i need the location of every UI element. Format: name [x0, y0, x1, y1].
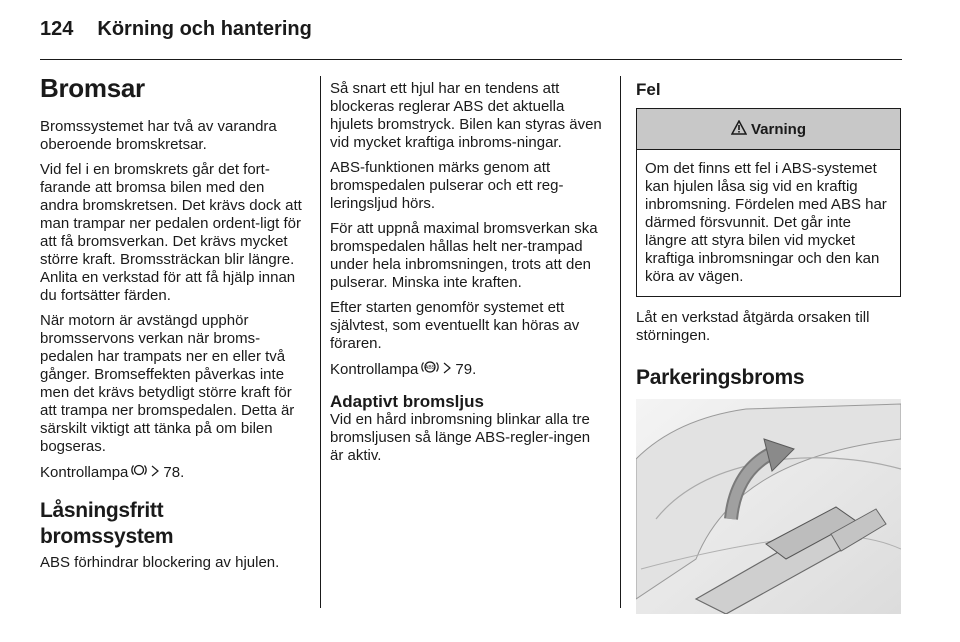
abs-intro: ABS förhindrar blockering av hjulen.: [40, 554, 280, 571]
adaptive-brake-light-heading: Adaptivt bromsljus: [330, 392, 484, 411]
column-divider-1: [320, 76, 321, 608]
brakes-paragraph-2: Vid fel i en bromskrets går det fort-farande att bromsa bilen med den andra bromskretsen. Det krävs dock att man trampar ner pedalen ordent-ligt för att få bromsverkan. Det krävs mycket större kraft. Bromssträckan blir längre. Anlita en verkstad för att få hjälp innan du fortsätter färden.: [40, 161, 302, 304]
abs-paragraph-1: Så snart ett hjul har en tendens att blockeras reglerar ABS det aktuella hjulets bromstryck. Bilen kan styras även vid mycket kraftiga inbroms-ningar.: [330, 80, 602, 151]
abs-paragraph-4: Efter starten genomför systemet ett självtest, som eventuellt kan höras av föraren.: [330, 299, 580, 352]
control-lamp-label: Kontrollampa: [40, 463, 129, 481]
warning-triangle-icon: [731, 120, 747, 139]
section-title: Körning och hantering: [97, 18, 312, 40]
brakes-paragraph-1: Bromssystemet har två av varandra oberoende bromskretsar.: [40, 118, 277, 153]
parking-brake-illustration: [636, 399, 901, 614]
brakes-paragraph-3: När motorn är avstängd upphör bromsservons verkan när broms-pedalen har trampats ner en eller två gånger. Bromseffekten påverkas inte men det krävs betydligt större kraft för att trampa ner bromspedalen. Detta är särskilt viktigt att tänka på om bilen bogseras.: [40, 312, 295, 455]
column-3: [636, 80, 901, 614]
abs-heading: Låsningsfritt bromssystem: [40, 499, 174, 548]
page-ref-arrow-icon: [150, 464, 160, 482]
control-lamp-label: Kontrollampa: [330, 360, 419, 378]
page-ref-arrow-icon: [442, 361, 452, 379]
warning-header: [637, 109, 900, 150]
fault-after-text: Låt en verkstad åtgärda orsaken till störningen.: [636, 309, 870, 344]
abs-control-lamp-ref: [330, 360, 602, 379]
column-1: [40, 72, 302, 579]
parking-brake-heading: Parkeringsbroms: [636, 366, 805, 389]
warning-text: Om det finns ett fel i ABS-systemet kan hjulen låsa sig vid en kraftig inbromsning. Fördelen med ABS har därmed försvunnit. Det går inte längre att styra bilen vid mycket kraftiga inbromsningar och den kan köra av vägen.: [645, 160, 887, 285]
page-ref[interactable]: 78.: [163, 463, 185, 481]
header-divider: [40, 59, 902, 60]
fault-heading: Fel: [636, 80, 661, 99]
warning-heading: Varning: [750, 120, 806, 138]
column-2: [330, 80, 602, 472]
page-header: [40, 18, 312, 48]
column-divider-2: [620, 76, 621, 608]
abs-paragraph-2: ABS-funktionen märks genom att bromspedalen pulserar och ett reg-leringsljud hörs.: [330, 159, 564, 212]
abs-paragraph-3: För att uppnå maximal bromsverkan ska bromspedalen hållas helt ner-trampad under hela inbromsningen, trots att den pulserar. Minska inte kraften.: [330, 220, 598, 291]
brake-warning-icon: [131, 463, 147, 482]
brake-control-lamp-ref: [40, 463, 302, 482]
warning-box: [636, 108, 901, 297]
adaptive-brake-light-text: Vid en hård inbromsning blinkar alla tre bromsljusen så länge ABS-regler-ingen är aktiv.: [330, 411, 591, 464]
brakes-heading: Bromsar: [40, 73, 145, 103]
page-number: 124: [40, 18, 74, 40]
svg-text:ABS: ABS: [425, 365, 436, 371]
page-ref[interactable]: 79.: [455, 360, 477, 378]
abs-icon: [421, 360, 439, 379]
